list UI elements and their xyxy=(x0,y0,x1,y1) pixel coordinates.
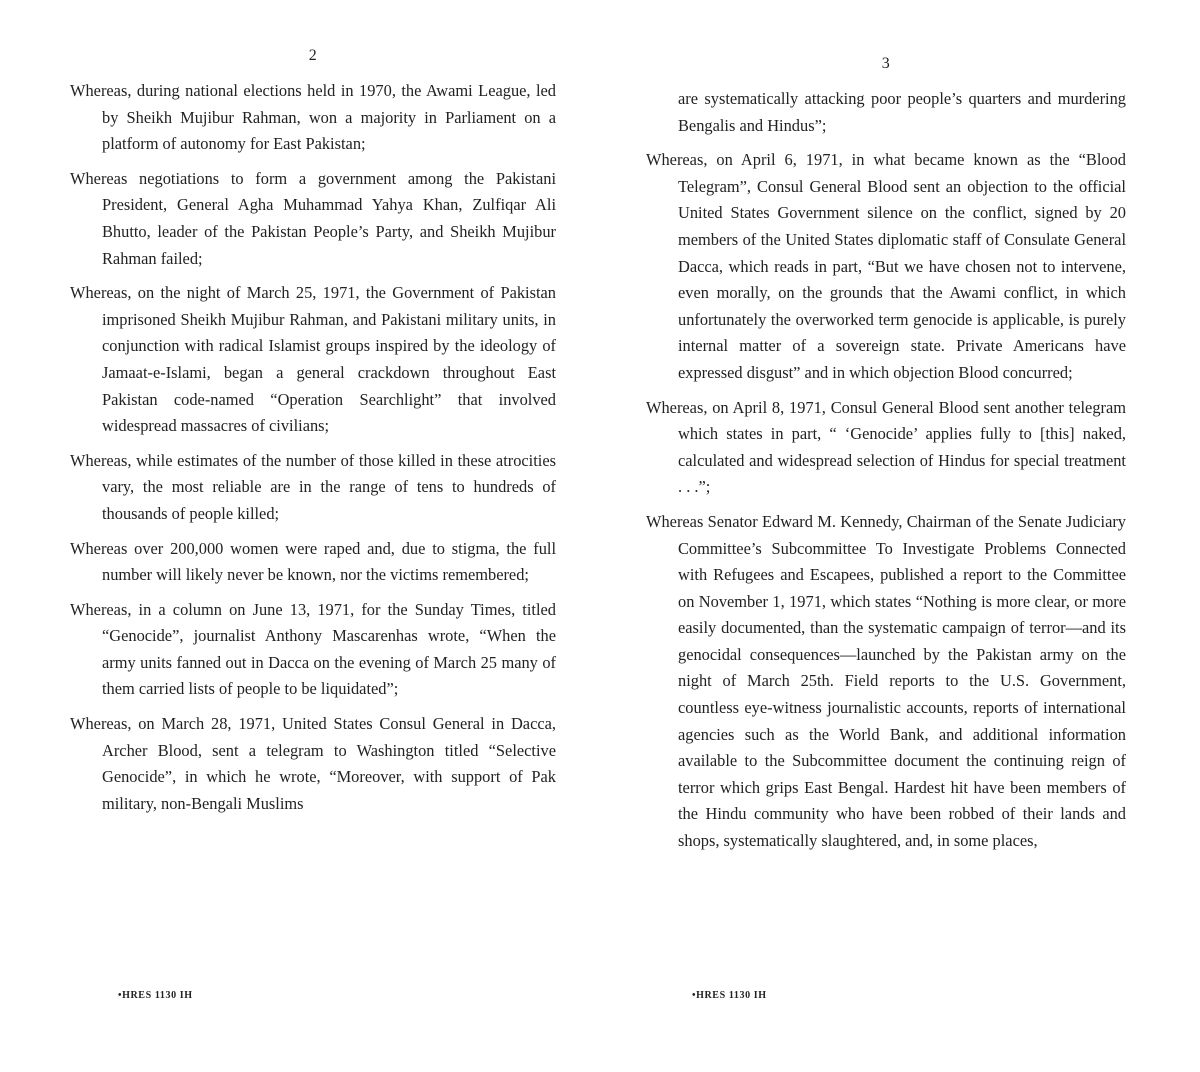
whereas-clause-elections-1970: Whereas, during national elections held in 1970, the Awami League, led by Sheikh Mujibur Rahman, won a majority in Parliament on a platform of autonomy for East Pakistan; xyxy=(70,81,556,154)
whereas-clause-kennedy-report: Whereas Senator Edward M. Kennedy, Chairman of the Senate Judiciary Committee’s Subcommittee To Investigate Problems Connected with Refugees and Escapees, published a report to the Committee on November 1, 1971, which states “Nothing is more clear, or more easily documented, than the systematic campaign of terror—and its genocidal consequences—launched by the Pakistan army on the night of March 25th. Field reports to the U.S. Government, countless eye-witness journalistic accounts, reports of international agencies such as the World Bank, and additional information available to the Subcommittee document the continuing reign of terror which grips East Bengal. Hardest hit have been members of the Hindu community who have been robbed of their lands and shops, systematically slaughtered, and, in some places, xyxy=(646,511,1126,851)
whereas-clause-selective-genocide: Whereas, on March 28, 1971, United States Consul General in Dacca, Archer Blood, sent a telegram to Washington titled “Selective Genocide”, in which he wrote, “Moreover, with support of Pak military, non-Bengali Muslims xyxy=(70,714,556,813)
clause-list xyxy=(646,86,1126,863)
bill-footer: •HRES 1130 IH xyxy=(692,990,767,1001)
bill-footer: •HRES 1130 IH xyxy=(118,990,193,1001)
whereas-clause-estimates-killed: Whereas, while estimates of the number of those killed in these atrocities vary, the most reliable are in the range of tens to hundreds of thousands of people killed; xyxy=(70,450,556,523)
whereas-clause-april-8-telegram: Whereas, on April 8, 1971, Consul General Blood sent another telegram which states in part, “ ‘Genocide’ applies fully to [this] naked, calculated and widespread selection of Hindus for special treatment . . .”; xyxy=(646,397,1126,497)
whereas-clause-blood-telegram: Whereas, on April 6, 1971, in what became known as the “Blood Telegram”, Consul General Blood sent an objection to the official United States Government silence on the conflict, signed by 20 members of the United States diplomatic staff of Consulate General Dacca, which reads in part, “But we have chosen not to intervene, even morally, on the grounds that the Awami conflict, in which unfortunately the overworked term genocide is applicable, is purely internal matter of a sovereign state. Private Americans have expressed disgust” and in which objection Blood concurred; xyxy=(646,150,1126,382)
page-3 xyxy=(646,0,1126,1072)
whereas-clause-women: Whereas over 200,000 women were raped and, due to stigma, the full number will likely never be known, nor the victims remembered; xyxy=(70,538,556,585)
page-number: 3 xyxy=(881,55,891,72)
whereas-clause-operation-searchlight: Whereas, on the night of March 25, 1971, the Government of Pakistan imprisoned Sheikh Mujibur Rahman, and Pakistani military units, in conjunction with radical Islamist groups inspired by the ideology of Jamaat-e-Islami, began a general crackdown throughout East Pakistan code-named “Operation Searchlight” that involved widespread massacres of civilians; xyxy=(70,283,556,436)
page-2 xyxy=(70,0,556,1072)
whereas-clause-sunday-times: Whereas, in a column on June 13, 1971, for the Sunday Times, titled “Genocide”, journalist Anthony Mascarenhas wrote, “When the army units fanned out in Dacca on the evening of March 25 many of them carried lists of people to be liquidated”; xyxy=(70,599,556,699)
whereas-clause-negotiations: Whereas negotiations to form a government among the Pakistani President, General Agha Muhammad Yahya Khan, Zulfiqar Ali Bhutto, leader of the Pakistan People’s Party, and Sheikh Mujibur Rahman failed; xyxy=(70,168,556,268)
clause-continuation: are systematically attacking poor people’s quarters and murdering Bengalis and Hindus”; xyxy=(678,89,1126,135)
clause-list xyxy=(70,78,556,825)
page-number: 2 xyxy=(308,47,318,64)
